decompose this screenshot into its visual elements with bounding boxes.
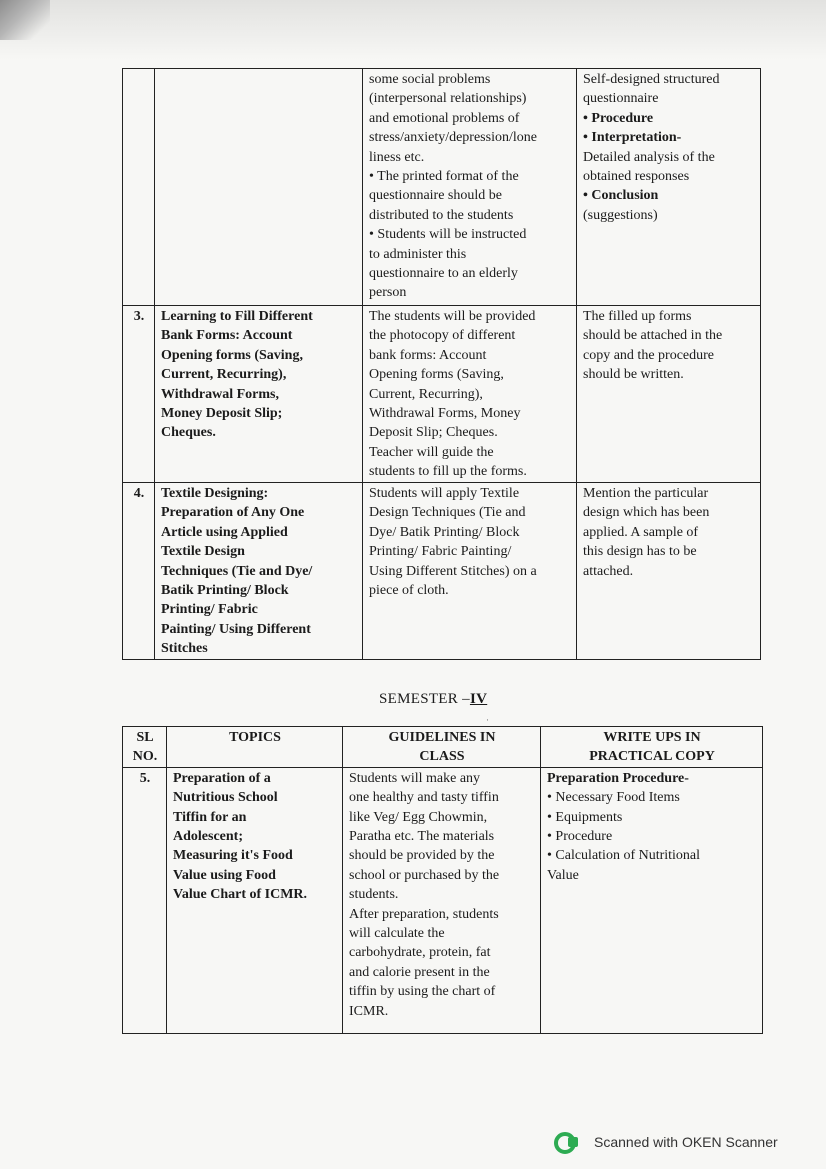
topic-line: Opening forms (Saving, (161, 347, 303, 363)
guideline-line: piece of cloth. (369, 583, 449, 599)
guideline-line: questionnaire to an elderly (369, 266, 518, 282)
topic-line: Textile Design (161, 544, 245, 560)
writeup-line: Detailed analysis of the (583, 149, 715, 165)
guideline-line: (interpersonal relationships) (369, 91, 527, 107)
table-row (123, 767, 763, 1033)
guideline-line: Current, Recurring), (369, 386, 483, 402)
writeup-line: design which has been (583, 505, 710, 521)
guideline-line: Opening forms (Saving, (369, 367, 504, 383)
guideline-line: Students will make any (349, 770, 481, 786)
topic-line: Value Chart of ICMR. (173, 887, 308, 903)
header-topics (167, 727, 343, 768)
guideline-line: The students will be provided (369, 309, 536, 324)
topic-cell (167, 767, 343, 1033)
scan-shadow (0, 0, 826, 60)
guideline-line: carbohydrate, protein, fat (349, 945, 491, 961)
topic-line: Article using Applied (161, 524, 288, 540)
header-line: GUIDELINES IN (388, 730, 496, 745)
header-line: SL (136, 730, 154, 745)
writeup-line: • Conclusion (583, 188, 659, 204)
table-row (123, 306, 761, 483)
header-line: WRITE UPS IN (603, 730, 701, 745)
guideline-line: should be provided by the (349, 848, 495, 864)
writeup-line: questionnaire (583, 91, 659, 107)
scanner-watermark (554, 1131, 778, 1153)
topic-line: Measuring it's Food (173, 848, 293, 864)
oken-scanner-logo-icon (554, 1131, 580, 1153)
table-row (123, 69, 761, 306)
guidelines-cell (343, 767, 541, 1033)
guideline-line: Dye/ Batik Printing/ Block (369, 524, 520, 540)
guideline-line: stress/anxiety/depression/lone (369, 130, 537, 146)
topic-line: Nutritious School (173, 790, 278, 806)
table-header-row (123, 727, 763, 768)
topic-line: Techniques (Tie and Dye/ (161, 563, 313, 579)
topic-line: Withdrawal Forms, (161, 386, 279, 402)
writeup-line: Self-designed structured (583, 72, 720, 87)
guideline-line: distributed to the students (369, 207, 514, 223)
topic-line: Adolescent; (173, 829, 243, 845)
guideline-line: liness etc. (369, 149, 425, 165)
guideline-line: the photocopy of different (369, 328, 516, 344)
topic-line: Painting/ Using Different (161, 621, 311, 637)
writeup-line: • Equipments (547, 809, 623, 825)
guideline-line: tiffin by using the chart of (349, 984, 496, 1000)
topic-line: Batik Printing/ Block (161, 583, 289, 599)
guideline-line: Deposit Slip; Cheques. (369, 425, 498, 441)
guideline-line: questionnaire should be (369, 188, 502, 204)
writeup-line: • Procedure (583, 110, 654, 126)
guideline-line: Teacher will guide the (369, 444, 494, 460)
practical-table-semester-4 (122, 726, 763, 1034)
topic-cell (155, 483, 363, 660)
header-guidelines (343, 727, 541, 768)
guideline-line: person (369, 285, 407, 301)
header-sl (123, 727, 167, 768)
practical-table-continued (122, 68, 761, 660)
guideline-line: students to fill up the forms. (369, 464, 527, 480)
guideline-line: school or purchased by the (349, 867, 500, 883)
sl-cell: 3. (123, 306, 155, 483)
header-writeups (541, 727, 763, 768)
writeup-line: • Necessary Food Items (547, 790, 680, 806)
topic-line: Learning to Fill Different (161, 309, 313, 324)
topic-line: Bank Forms: Account (161, 328, 293, 344)
topic-line: Tiffin for an (173, 809, 247, 825)
topic-line: Textile Designing: (161, 486, 269, 501)
guideline-line: bank forms: Account (369, 347, 487, 363)
topic-line: Stitches (161, 641, 208, 657)
guideline-line: Design Techniques (Tie and (369, 505, 526, 521)
guidelines-cell (363, 306, 577, 483)
topic-line: Preparation of a (173, 770, 271, 786)
writeups-cell (577, 306, 761, 483)
writeup-line: • Calculation of Nutritional (547, 848, 701, 864)
topic-line: Money Deposit Slip; (161, 406, 283, 422)
writeup-line: should be written. (583, 367, 684, 383)
topic-line: Preparation of Any One (161, 505, 305, 521)
guideline-line: Students will apply Textile (369, 486, 520, 501)
header-line: CLASS (419, 749, 465, 765)
writeups-cell (541, 767, 763, 1033)
topic-line: Current, Recurring), (161, 367, 287, 383)
writeup-line: The filled up forms (583, 309, 692, 324)
guideline-line: Using Different Stitches) on a (369, 563, 537, 579)
writeups-cell (577, 483, 761, 660)
writeup-line: attached. (583, 563, 634, 579)
writeup-line: (suggestions) (583, 207, 658, 223)
sl-cell: 4. (123, 483, 155, 660)
guideline-line: Paratha etc. The materials (349, 829, 495, 845)
writeup-line: this design has to be (583, 544, 697, 560)
guideline-line: After preparation, students (349, 906, 499, 922)
topic-line: Printing/ Fabric (161, 602, 258, 618)
semester-number: IV (469, 691, 488, 707)
guidelines-cell (363, 69, 577, 306)
guideline-line: some social problems (369, 72, 491, 87)
writeup-line: obtained responses (583, 169, 690, 185)
writeup-line: • Procedure (547, 829, 613, 845)
guideline-line: • Students will be instructed (369, 227, 527, 243)
table-row (123, 483, 761, 660)
writeup-line: Value (547, 867, 579, 883)
topic-cell (155, 69, 363, 306)
header-line: TOPICS (229, 730, 281, 745)
guideline-line: will calculate the (349, 926, 445, 942)
guideline-line: one healthy and tasty tiffin (349, 790, 499, 806)
guideline-line: like Veg/ Egg Chowmin, (349, 809, 488, 825)
sl-cell: 5. (123, 767, 167, 1033)
guidelines-cell (363, 483, 577, 660)
topic-line: Cheques. (161, 425, 216, 441)
guideline-line: ICMR. (349, 1003, 389, 1019)
topic-cell (155, 306, 363, 483)
semester-heading (379, 691, 487, 708)
guideline-line: and emotional problems of (369, 110, 520, 126)
writeup-line: Preparation Procedure- (547, 770, 689, 786)
scanner-text: Scanned with OKEN Scanner (594, 1134, 778, 1150)
guideline-line: to administer this (369, 246, 467, 262)
writeup-line: copy and the procedure (583, 347, 714, 363)
sl-cell (123, 69, 155, 306)
topic-line: Value using Food (173, 867, 276, 883)
writeup-line: should be attached in the (583, 328, 723, 344)
guideline-line: Withdrawal Forms, Money (369, 406, 521, 422)
writeups-cell (577, 69, 761, 306)
page-corner-fold (0, 0, 50, 40)
guideline-line: and calorie present in the (349, 964, 490, 980)
semester-label: SEMESTER – (379, 691, 470, 707)
guideline-line: Printing/ Fabric Painting/ (369, 544, 512, 560)
scan-speck: · (486, 715, 489, 725)
writeup-line: Mention the particular (583, 486, 709, 501)
guideline-line: • The printed format of the (369, 169, 519, 185)
guideline-line: students. (349, 887, 399, 903)
writeup-line: applied. A sample of (583, 524, 699, 540)
header-line: PRACTICAL COPY (589, 749, 715, 765)
writeup-line: • Interpretation- (583, 130, 682, 146)
header-line: NO. (132, 749, 158, 765)
